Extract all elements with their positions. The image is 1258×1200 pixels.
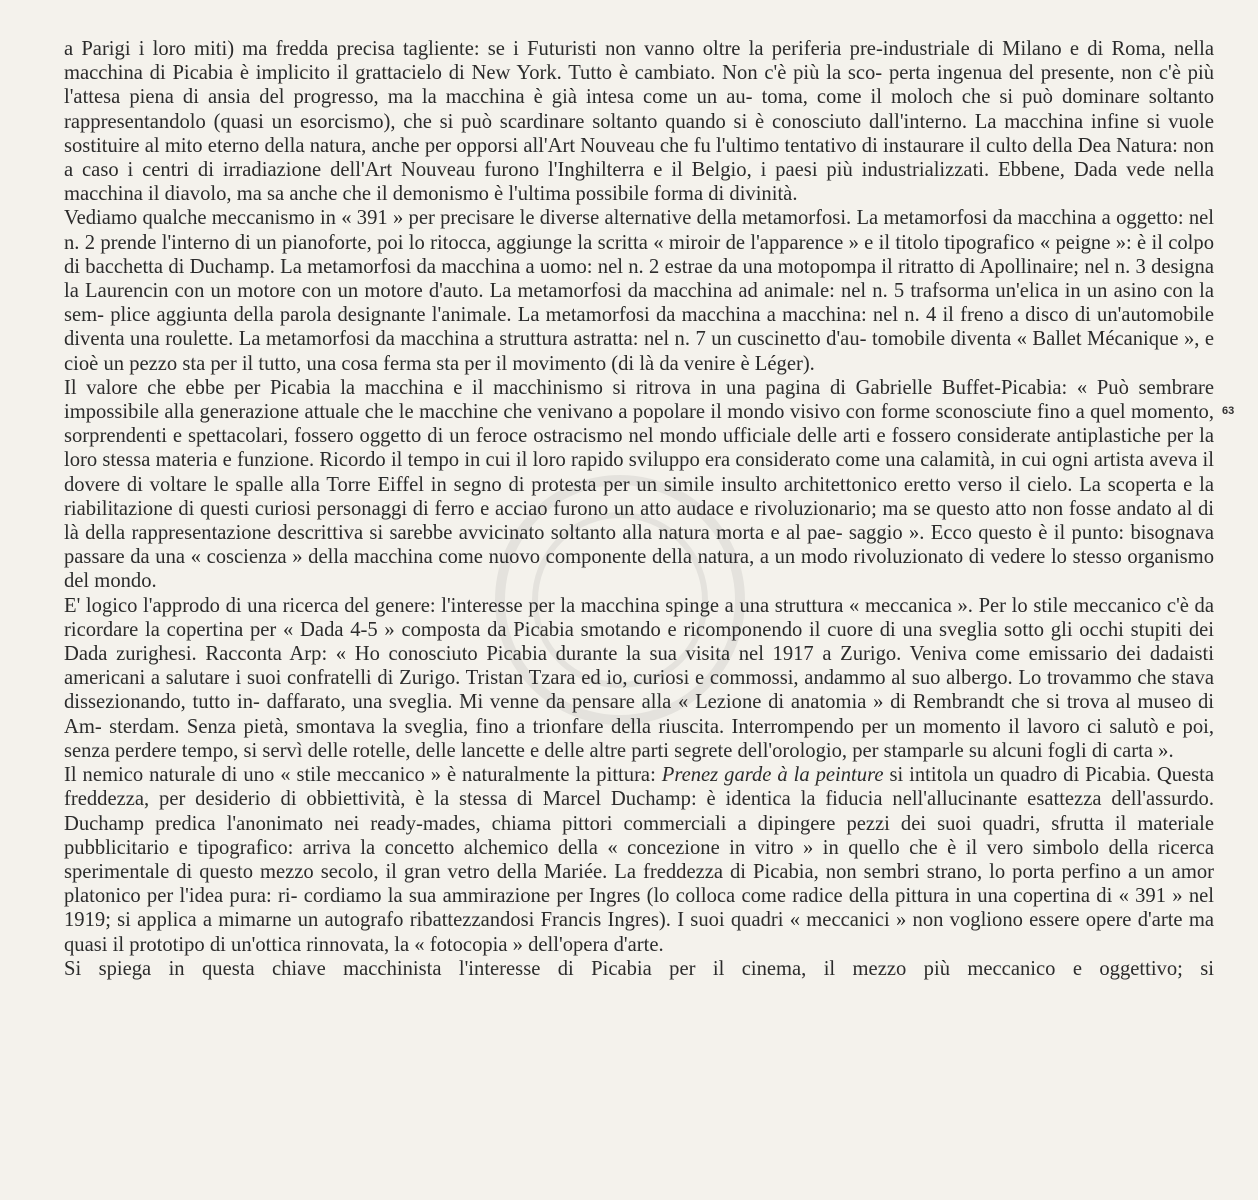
text-line: « concezione in vitro » in quello che è il vero simbolo della ricerca sperimentale di questo mezzo secolo, il gran vetro [64,836,1214,883]
text-line: daffarato, una sveglia. Mi venne da pensare alla « Lezione di anatomia » di Rembrandt che si trova al museo di Am- [64,691,1214,738]
text-line: si applica a mimarne un autografo ribattezzandosi Francis Ingres). I suoi quadri « meccanici » non vogliono essere [117,909,1080,932]
text-line: saggio ». Ecco questo è il punto: bisognava passare da una « coscienza » della macchina come nuovo componente [64,522,1214,569]
text-line: uomo: nel n. 2 estrae da una motopompa il ritratto di Apollinaire; nel n. 3 designa la Laurencin con un motore [64,255,1214,303]
text-line: si intitola un quadro [889,764,1058,787]
text-line: con un motore d'auto. La metamorfosi da macchina ad animale: nel n. 5 trafsorma un'elica in un asino con la sem- [64,280,1214,327]
text-line: lo stile meccanico c'è da ricordare la copertina per « Dada 4-5 » composta da Picabia smotando e ricomponendo il [64,594,1214,641]
text-line: cuore di una sveglia sotto gli occhi stupiti dei Dada zurighesi. Racconta Arp: « Ho conosciuto Picabia durante la [64,618,1215,666]
text-line: sua visita nel 1917 a Zurigo. Veniva come emissario dei dadaisti americani a salutare i suoi confratelli di Zurigo. [64,643,1214,690]
text-line: macchina il diavolo, ma sa anche che il demonismo è l'ultima possibile forma di divinità. [64,183,798,206]
text-line: Il valore che ebbe per Picabia la macchina e il macchinismo si ritrova in una pagina di Gabrielle Buffet-Picabia: [64,376,1068,399]
text-line: e di Roma, nella macchina di Picabia è implicito il grattacielo di New York. Tutto è cambiato. Non c'è più la sco- [64,38,1215,85]
text-line: irradiazione dell'Art Nouveau furono l'Inghilterra e il Belgio, i paesi più industrializzati. Ebbene, Dada vede nella [222,159,1214,182]
text-line: riabilitazione di questi curiosi personaggi di ferro e acciao furono un atto audace e rivoluzionario; ma se questo atto [64,497,1027,520]
text-line: a Parigi i loro miti) ma fredda precisa tagliente: se i Futuristi non vanno oltre la periferia pre-industriale di Milano [64,38,1062,60]
text-line: soltanto quando si è conosciuto dall'interno. La macchina infine si vuole sostituire al mito eterno della natura, anche [64,110,1214,157]
text-line: opere d'arte ma quasi il prototipo di un'ottica rinnovata, la « fotocopia » dell'opera d'arte. [64,909,1214,956]
text-line: Tristan Tzara ed io, curiosi e commossi, andammo al suo albergo. Lo trovammo che stava dissezionando, tutto in- [64,667,1214,714]
text-line: ci salutò e poi, senza perdere tempo, si servì delle rotelle, delle lancette e delle altre parti segrete dell'orologio, per [64,715,1214,762]
text-line: cordiamo la sua ammirazione per Ingres (lo colloca come radice della pittura in una copertina di « 391 » nel 1919; [64,885,1214,932]
text-line: E' logico l'approdo di una ricerca del genere: l'interesse per la macchina spinge a una struttura « meccanica ». Per [64,594,1007,617]
text-line: mondo ufficiale delle arti e fossero considerate antiplastiche per la loro stessa materia e funzione. Ricordo il tempo [64,425,1214,472]
paragraph-5 [64,763,1214,957]
text-line: per opporsi all'Art Nouveau che fu l'ultimo tentativo di instaurare il culto della Dea Natura: non a caso i centri di [64,134,1214,182]
text-line: Si spiega in questa chiave macchinista l'interesse di Picabia per il cinema, il mezzo più meccanico e oggettivo; si [64,957,1214,980]
text-line: da macchina a oggetto: nel n. 2 prende l'interno di un pianoforte, poi lo ritocca, aggiunge la scritta « miroir de [64,207,1214,254]
text-line: toma, come il moloch che si può dominare soltanto rappresentandolo (quasi un esorcismo), che si può scardinare [64,86,1214,133]
page-number: 63 [1222,405,1235,417]
paragraph-3 [64,376,1214,594]
paragraph-1 [64,37,1214,206]
text-line: tomobile diventa « Ballet Mécanique », e cioè un pezzo sta per il tutto, una cosa ferma sta per il movimento (di [64,328,1214,375]
text-line: della natura, a un modo rivoluzionato di vedere lo stesso organismo del mondo. [64,546,1214,593]
text-line: della Mariée. La freddezza di Picabia, non sembri strano, lo porta perfino a un amor platonico per l'idea pura: ri- [64,860,1214,908]
paragraph-6 [64,957,1214,981]
paragraph-2 [64,206,1214,375]
text-line: plice aggiunta della parola designante l'animale. La metamorfosi da macchina a macchina: nel n. 4 il freno a disco [110,304,1069,327]
italic-title: Prenez garde à la peinture [661,764,884,787]
text-line: in cui il loro rapido sviluppo era considerato come una calamità, in cui ogni artista aveva il dovere di voltare le [64,449,1214,496]
text-line: Vediamo qualche meccanismo in « 391 » per precisare le diverse alternative della metamorfosi. La metamorfosi [64,207,988,230]
article-body [64,37,1214,981]
text-line: perta ingenua del presente, non c'è più l'attesa piena di ansia del progresso, ma la macchina è già intesa come un au- [64,62,1214,109]
text-line: forme sconosciute fino a quel momento, sorprendenti e spettacolari, fossero oggetto di un feroce ostracismo nel [64,401,1214,448]
text-line: sterdam. Senza pietà, smontava la sveglia, fino a trionfare della riuscita. Interrompendo per un momento il lavoro [109,715,1080,738]
text-line: non fosse andato al di là della rappresentazione descrittiva si sarebbe avvicinato soltanto alla natura morta e al pae- [64,497,1214,545]
text-line: stamparle su alcuni fogli di carta ». [883,739,1174,762]
text-line: « Può sembrare impossibile alla generazione attuale che le macchine che venivano a popolare il mondo visivo con [64,376,1214,424]
text-line: spalle alla Torre Eiffel in segno di protesta per un simile insulto architettonico eretto verso il cielo. La scoperta e la [235,473,1214,496]
text-line: a dipingere pezzi dei suoi quadri, sfrutta il materiale pubblicitario e tipografico: arriva la concetto alchemico della [64,812,1214,859]
text-line: nell'allucinante esattezza dell'assurdo. Duchamp predica l'anonimato nei ready-mades, chiama pittori commerciali [64,788,1215,835]
paragraph-4 [64,594,1214,763]
text-line: di Picabia. Questa freddezza, per desiderio di obbiettività, è la stessa di Marcel Duchamp: è identica la fiducia [64,764,1215,811]
text-line: l'apparence » e il titolo tipografico « peigne »: è il colpo di bacchetta di Duchamp. La metamorfosi da macchina a [64,231,1214,278]
text-line: di un'automobile diventa una roulette. La metamorfosi da macchina a struttura astratta: nel n. 7 un cuscinetto d'au- [64,304,1214,351]
text-line: Il nemico naturale di uno « stile meccanico » è naturalmente la pittura: [64,764,656,787]
text-line: là da venire è Léger). [639,352,815,375]
